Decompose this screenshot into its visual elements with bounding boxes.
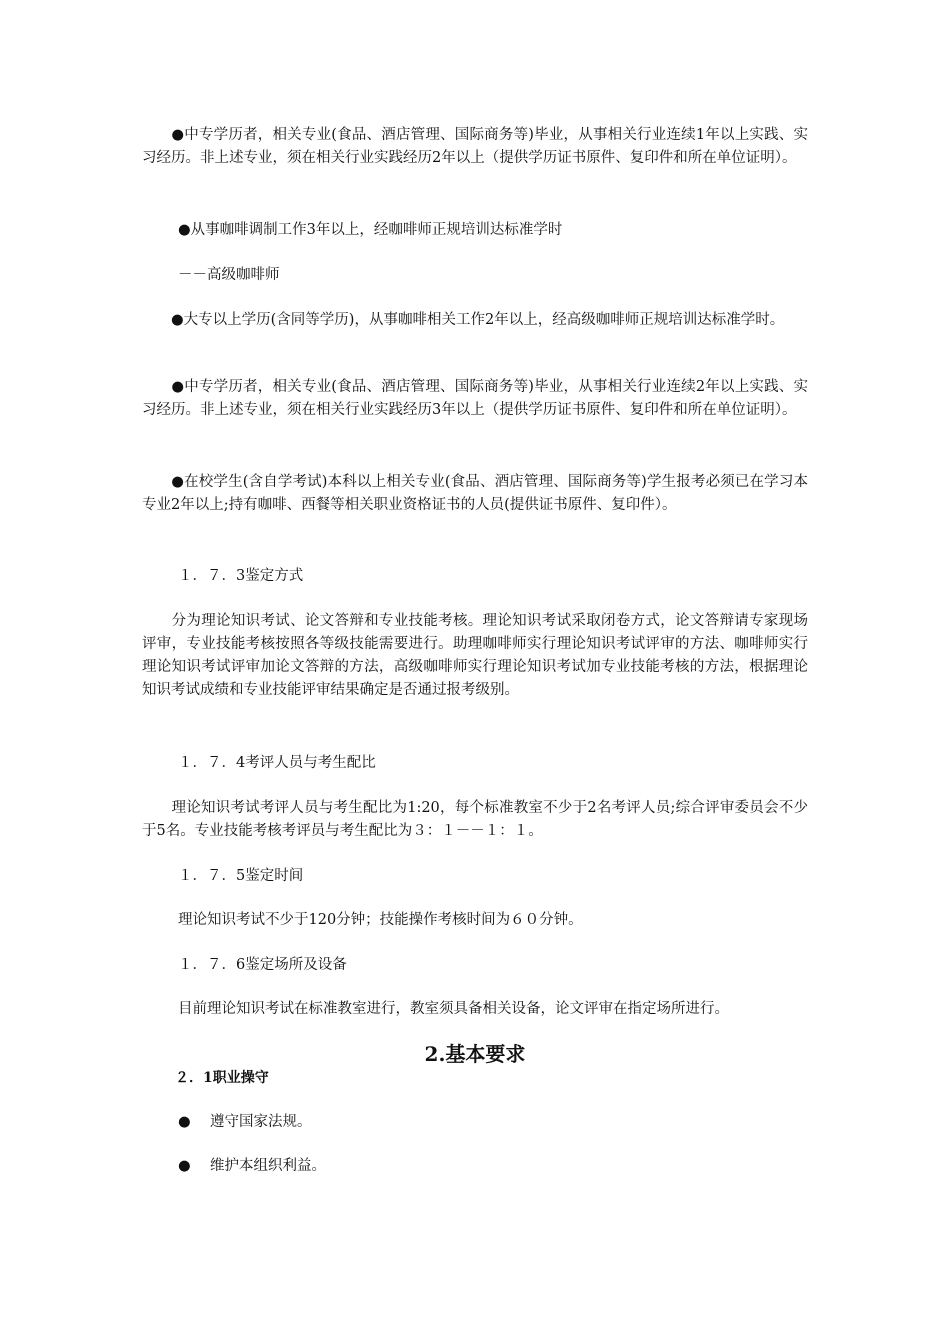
subsection-heading-assessment-time: １．７．5鉴定时间: [178, 868, 304, 884]
subsection-heading-examiner-ratio: １．７．4考评人员与考生配比: [178, 755, 376, 771]
bullet-item-obey-laws: [178, 1111, 312, 1134]
section-subtitle: ２．1职业操守: [175, 1070, 269, 1086]
paragraph-students: ●在校学生(含自学考试)本科以上相关专业(食品、酒店管理、国际商务等)学生报考必须已在学习本专业2年以上;持有咖啡、西餐等相关职业资格证书的人员(提供证书原件、复印件）。: [142, 474, 808, 513]
subsection-heading-assessment-method: １．７．3鉴定方式: [178, 568, 304, 584]
paragraph-venue: 目前理论知识考试在标准教室进行，教室须具备相关设备，论文评审在指定场所进行。: [178, 1001, 729, 1017]
subsection-heading-venue: １．７．6鉴定场所及设备: [178, 957, 347, 973]
paragraph-zhongzhuan-2: ●中专学历者，相关专业(食品、酒店管理、国际商务等)毕业，从事相关行业连续2年以上实践、实习经历。非上述专业，须在相关行业实践经历3年以上（提供学历证书原件、复印件和所在单位证明）。: [142, 379, 808, 418]
bullet-text: 遵守国家法规。: [210, 1114, 312, 1130]
paragraph-zhongzhuan-1: ●中专学历者，相关专业(食品、酒店管理、国际商务等)毕业，从事相关行业连续1年以上实践、实习经历。非上述专业，须在相关行业实践经历2年以上（提供学历证书原件、复印件和所在单位证明）。: [142, 127, 808, 166]
bullet-icon: ●: [178, 1114, 191, 1130]
bullet-item-protect-interests: [178, 1155, 326, 1178]
paragraph-coffee-work: ●从事咖啡调制工作3年以上，经咖啡师正规培训达标准学时: [178, 222, 563, 238]
paragraph-examiner-ratio: 理论知识考试考评人员与考生配比为1:20，每个标准教室不少于2名考评人员;综合评审委员会不少于5名。专业技能考核考评员与考生配比为３：１－－１：１。: [142, 800, 808, 839]
section-title: 2.基本要求: [424, 1042, 526, 1066]
paragraph-dazhuan: ●大专以上学历(含同等学历)，从事咖啡相关工作2年以上，经高级咖啡师正规培训达标准学时。: [142, 312, 785, 328]
paragraph-assessment-time: 理论知识考试不少于120分钟；技能操作考核时间为６０分钟。: [178, 912, 583, 928]
bullet-icon: ●: [178, 1158, 191, 1174]
bullet-text: 维护本组织利益。: [210, 1158, 326, 1174]
level-heading-senior-barista: －－高级咖啡师: [178, 267, 280, 283]
paragraph-assessment-method: 分为理论知识考试、论文答辩和专业技能考核。理论知识考试采取闭卷方式，论文答辩请专家现场评审，专业技能考核按照各等级技能需要进行。助理咖啡师实行理论知识考试评审的方法、咖啡师实行理论知识考试评审加论文答辩的方法，高级咖啡师实行理论知识考试加专业技能考核的方法，根据理论知识考试成绩和专业技能评审结果确定是否通过报考级别。: [142, 613, 808, 698]
